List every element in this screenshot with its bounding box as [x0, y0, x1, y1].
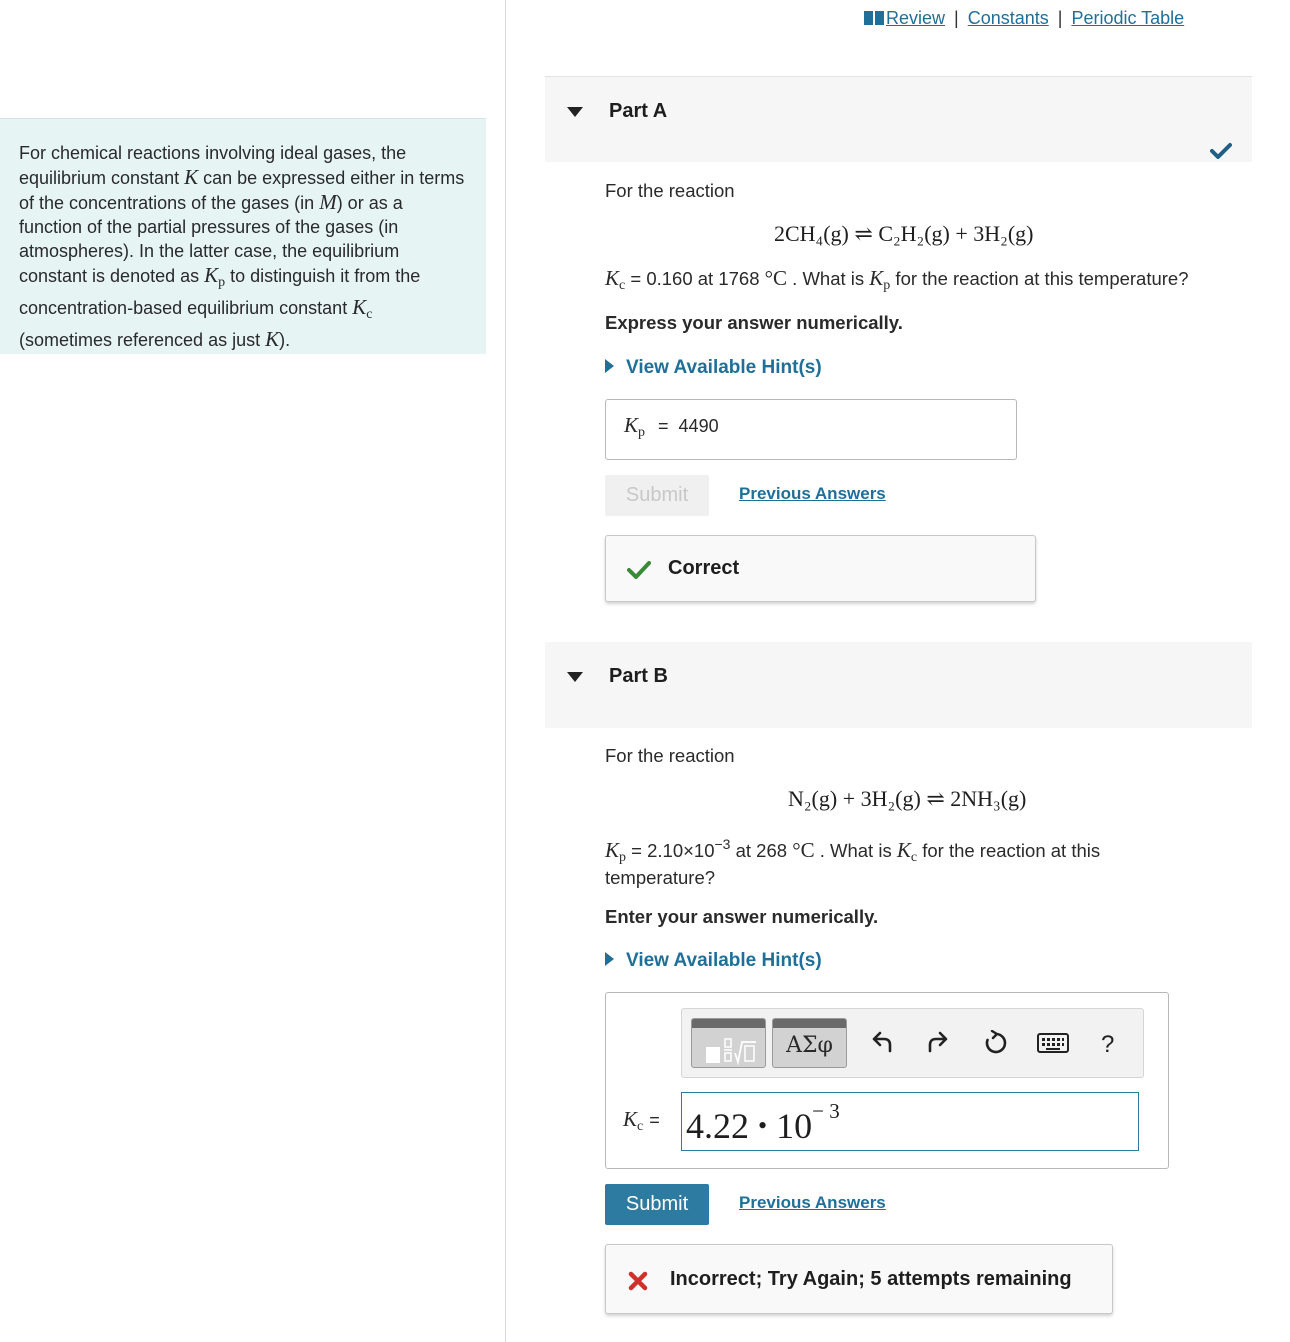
multiply-dot: • — [758, 1111, 768, 1140]
collapse-triangle-icon[interactable] — [567, 107, 583, 117]
templates-icon — [704, 1037, 758, 1065]
correct-text: Correct — [668, 557, 740, 579]
correct-check-icon — [627, 560, 651, 579]
part-a-instruction: Express your answer numerically. — [605, 312, 903, 333]
part-a-given: $K_c = 0.160$ at 1768 °C . What is $K_p$ for the reaction at this temperature? — [605, 266, 1189, 293]
keyboard-icon[interactable] — [1037, 1033, 1069, 1053]
part-a-answer-value: 4490 — [678, 416, 719, 436]
intro-text-5: (sometimes referenced as just — [19, 330, 266, 350]
part-b-lead: For the reaction — [605, 745, 735, 766]
intro-symbol-k2: K — [265, 327, 280, 351]
equals-sign: = — [658, 416, 669, 436]
part-b-title: Part B — [609, 665, 668, 687]
answer-base: 10 — [776, 1106, 813, 1146]
kc-label: $K_c$ = — [623, 1107, 660, 1134]
reset-icon[interactable] — [983, 1030, 1009, 1056]
intro-text-3: ) or as a function of the partial pressures of the gases (in atmospheres). In the latter case, the equilibrium constant is denoted as — [19, 193, 403, 286]
part-b-instruction: Enter your answer numerically. — [605, 906, 879, 927]
collapse-triangle-icon[interactable] — [567, 672, 583, 682]
part-a-equation: 2CH₄(g) ⇌ C₂H₂(g) + 3H₂(g) — [774, 221, 1034, 246]
caret-right-icon — [605, 359, 614, 373]
part-a-feedback — [605, 535, 1036, 602]
intro-text-1: For chemical reactions involving ideal gases, the equilibrium constant — [19, 143, 407, 188]
kp-label: $K_p$ — [624, 413, 646, 440]
part-a-header[interactable] — [545, 76, 1252, 162]
book-icon — [864, 11, 884, 25]
column-divider — [505, 0, 506, 1342]
link-separator: | — [954, 8, 959, 28]
part-a-hint-link[interactable]: View Available Hint(s) — [605, 357, 822, 379]
completed-check-icon — [1210, 142, 1232, 160]
part-b-hint-link[interactable]: View Available Hint(s) — [605, 950, 822, 972]
intro-panel — [0, 118, 486, 354]
intro-text-2: can be expressed either in terms of the concentrations of the gases (in — [19, 168, 465, 213]
caret-right-icon — [605, 952, 614, 966]
periodic-table-link[interactable]: Periodic Table — [1071, 8, 1185, 28]
part-a-previous-answers-link[interactable]: Previous Answers — [739, 484, 886, 503]
math-toolbar — [681, 1008, 1144, 1078]
greek-symbols-button[interactable] — [772, 1018, 847, 1068]
redo-icon[interactable] — [927, 1030, 951, 1054]
intro-symbol-kc: $K_c$ — [352, 295, 373, 322]
part-b-feedback — [605, 1244, 1113, 1314]
part-a-lead: For the reaction — [605, 180, 735, 201]
templates-button[interactable] — [691, 1018, 766, 1068]
resource-links — [864, 8, 1184, 29]
part-b-given-line2: temperature? — [605, 867, 716, 888]
help-button[interactable]: ? — [1101, 1031, 1115, 1058]
answer-mantissa: 4.22 — [686, 1106, 749, 1146]
part-b-answer-input[interactable] — [681, 1092, 1139, 1151]
intro-text-6: ). — [279, 330, 291, 350]
part-b-previous-answers-link[interactable]: Previous Answers — [739, 1193, 886, 1212]
greek-label: ΑΣφ — [786, 1033, 833, 1058]
part-b-given: $K_p = 2.10\times 10^{-3}$ at 268 °C . What is $K_c$ for the reaction at this — [605, 836, 1101, 865]
incorrect-x-icon — [628, 1271, 648, 1291]
part-b-equation: N₂(g) + 3H₂(g) ⇌ 2NH₃(g) — [788, 786, 1027, 811]
part-b-answer-widget — [605, 992, 1169, 1169]
intro-symbol-kp: $K_p$ — [204, 263, 226, 290]
review-link[interactable]: Review — [886, 8, 946, 28]
part-a-title: Part A — [609, 100, 668, 122]
part-a-submit-button[interactable]: Submit — [605, 475, 709, 516]
intro-symbol-k: K — [184, 165, 199, 189]
constants-link[interactable]: Constants — [967, 8, 1049, 28]
answer-exponent: − 3 — [812, 1099, 840, 1123]
intro-symbol-m: M — [319, 190, 337, 214]
part-b-submit-button[interactable]: Submit — [605, 1184, 709, 1225]
incorrect-text: Incorrect; Try Again; 5 attempts remaining — [670, 1268, 1072, 1290]
undo-icon[interactable] — [869, 1030, 893, 1054]
intro-text-4: to distinguish it from the concentration-based equilibrium constant — [19, 266, 421, 318]
link-separator: | — [1057, 8, 1063, 28]
part-b-header[interactable] — [545, 642, 1252, 728]
part-a-answer-display — [605, 399, 1017, 460]
